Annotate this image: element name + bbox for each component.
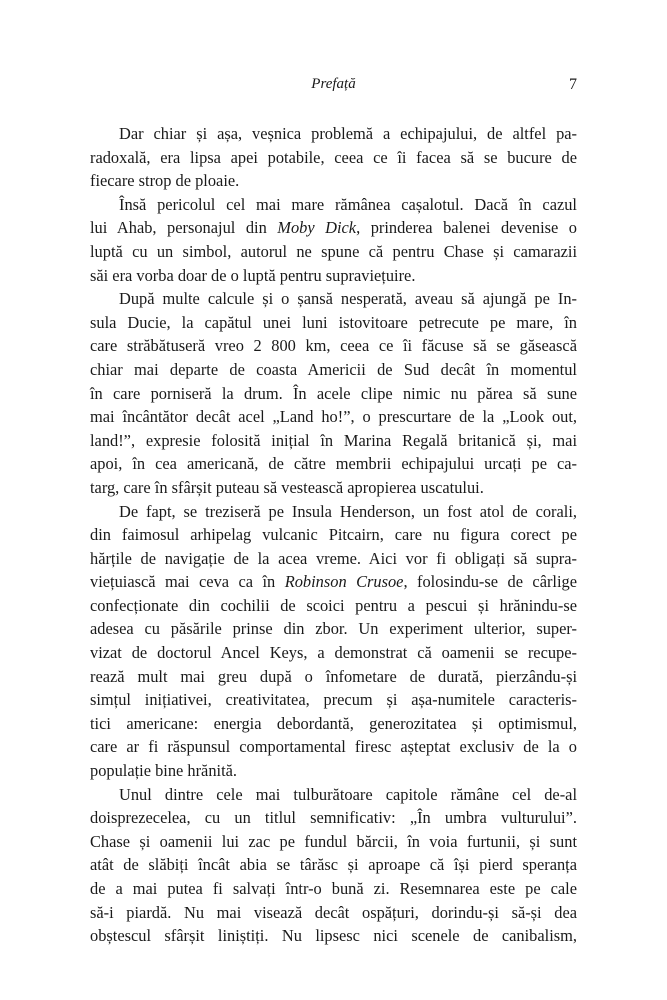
text-line: rează mult mai greu după o înfometare de durată, pierzându-și	[90, 666, 577, 686]
body-text	[90, 122, 577, 948]
running-head	[90, 76, 577, 100]
text-line: Chase și oamenii lui zac pe fundul bărcii, în voia furtunii, și sunt	[90, 831, 577, 851]
italic-title: Robinson Crusoe	[284, 572, 404, 592]
text-run: viețuiască mai ceva ca în	[90, 572, 285, 592]
text-line: simțul inițiativei, creativitatea, precum și așa-numitele caracteris-	[90, 690, 577, 710]
text-run: , folosindu-se de cârlige	[403, 572, 578, 592]
text-line: apoi, în cea americană, de către membrii echipajului urcați pe ca-	[90, 454, 577, 474]
text-line: Unul dintre cele mai tulburătoare capitole rămâne cel de-al	[119, 784, 577, 804]
text-line: de a mai putea fi salvați într-o bună zi. Resemnarea este pe cale	[90, 879, 577, 898]
text-line: să-i piardă. Nu mai visează decât ospățuri, dorindu-și să-și dea	[90, 902, 577, 922]
text-line: De fapt, se treziseră pe Insula Henderson, un fost atol de corali,	[119, 501, 577, 521]
text-line: chiar mai departe de coasta Americii de Sud decât în momentul	[90, 359, 577, 379]
text-line: confecționate din cochilii de scoici pentru a pescui și hrănindu-se	[90, 595, 577, 615]
text-run: lui Ahab, personajul din	[90, 218, 278, 238]
text-line: Însă pericolul cel mai mare rămânea cașalotul. Dacă în cazul	[119, 194, 577, 214]
text-line: adesea cu păsările prinse din zbor. Un experiment ulterior, super-	[90, 619, 577, 639]
italic-title: Moby Dick	[277, 218, 357, 238]
text-line	[90, 570, 577, 594]
text-line: vizat de doctorul Ancel Keys, a demonstrat că oamenii se recupe-	[90, 643, 577, 663]
text-line: mai încântător decât acel „Land ho!”, o prescurtare de la „Look out,	[90, 407, 577, 427]
text-line: tici americane: energia debordantă, generozitatea și optimismul,	[90, 713, 577, 733]
text-line: radoxală, era lipsa apei potabile, ceea ce îi facea să se bucure de	[90, 147, 577, 167]
text-line: sula Ducie, la capătul unei luni istovitoare petrecute pe mare, în	[90, 312, 577, 332]
text-line: care străbătuseră vreo 2 800 km, ceea ce îi făcuse să se găsească	[90, 336, 577, 356]
text-line	[90, 216, 577, 240]
running-title: Prefață	[311, 76, 356, 92]
text-line: hărțile de navigație de la acea vreme. Aici vor fi obligați să supra-	[90, 548, 577, 568]
text-line: După multe calcule și o șansă nesperată, aveau să ajungă pe In-	[119, 289, 577, 309]
text-line: atât de slăbiți încât abia se târăsc și aproape că își pierd speranța	[90, 855, 577, 875]
text-run: , prinderea balenei devenise o	[356, 218, 577, 238]
text-line: care ar fi răspunsul comportamental firesc așteptat exclusiv de la o	[90, 737, 577, 757]
text-line: din faimosul arhipelag vulcanic Pitcairn, care nu figura corect pe	[90, 525, 577, 545]
text-line: Dar chiar și așa, veșnica problemă a echipajului, de altfel pa-	[119, 124, 577, 143]
text-line: săi era vorba doar de o luptă pentru supraviețuire.	[90, 265, 416, 285]
text-line: în care porniseră la drum. În acele clipe nimic nu părea să sune	[90, 383, 577, 403]
text-line: luptă cu un simbol, autorul ne spune că pentru Chase și camarazii	[90, 241, 577, 261]
text-line: land!”, expresie folosită inițial în Marina Regală britanică și, mai	[90, 430, 577, 450]
text-line: targ, care în sfârșit puteau să vestească apropierea uscatului.	[90, 477, 484, 497]
text-line: fiecare strop de ploaie.	[90, 171, 240, 191]
page-number: 7	[569, 76, 577, 93]
text-line: doisprezecelea, cu un titlul semnificativ: „În umbra vulturului”.	[90, 808, 577, 828]
text-line: obștescul sfârșit liniștiți. Nu lipsesc nici scenele de canibalism,	[90, 926, 577, 946]
text-line: populație bine hrănită.	[90, 761, 238, 781]
